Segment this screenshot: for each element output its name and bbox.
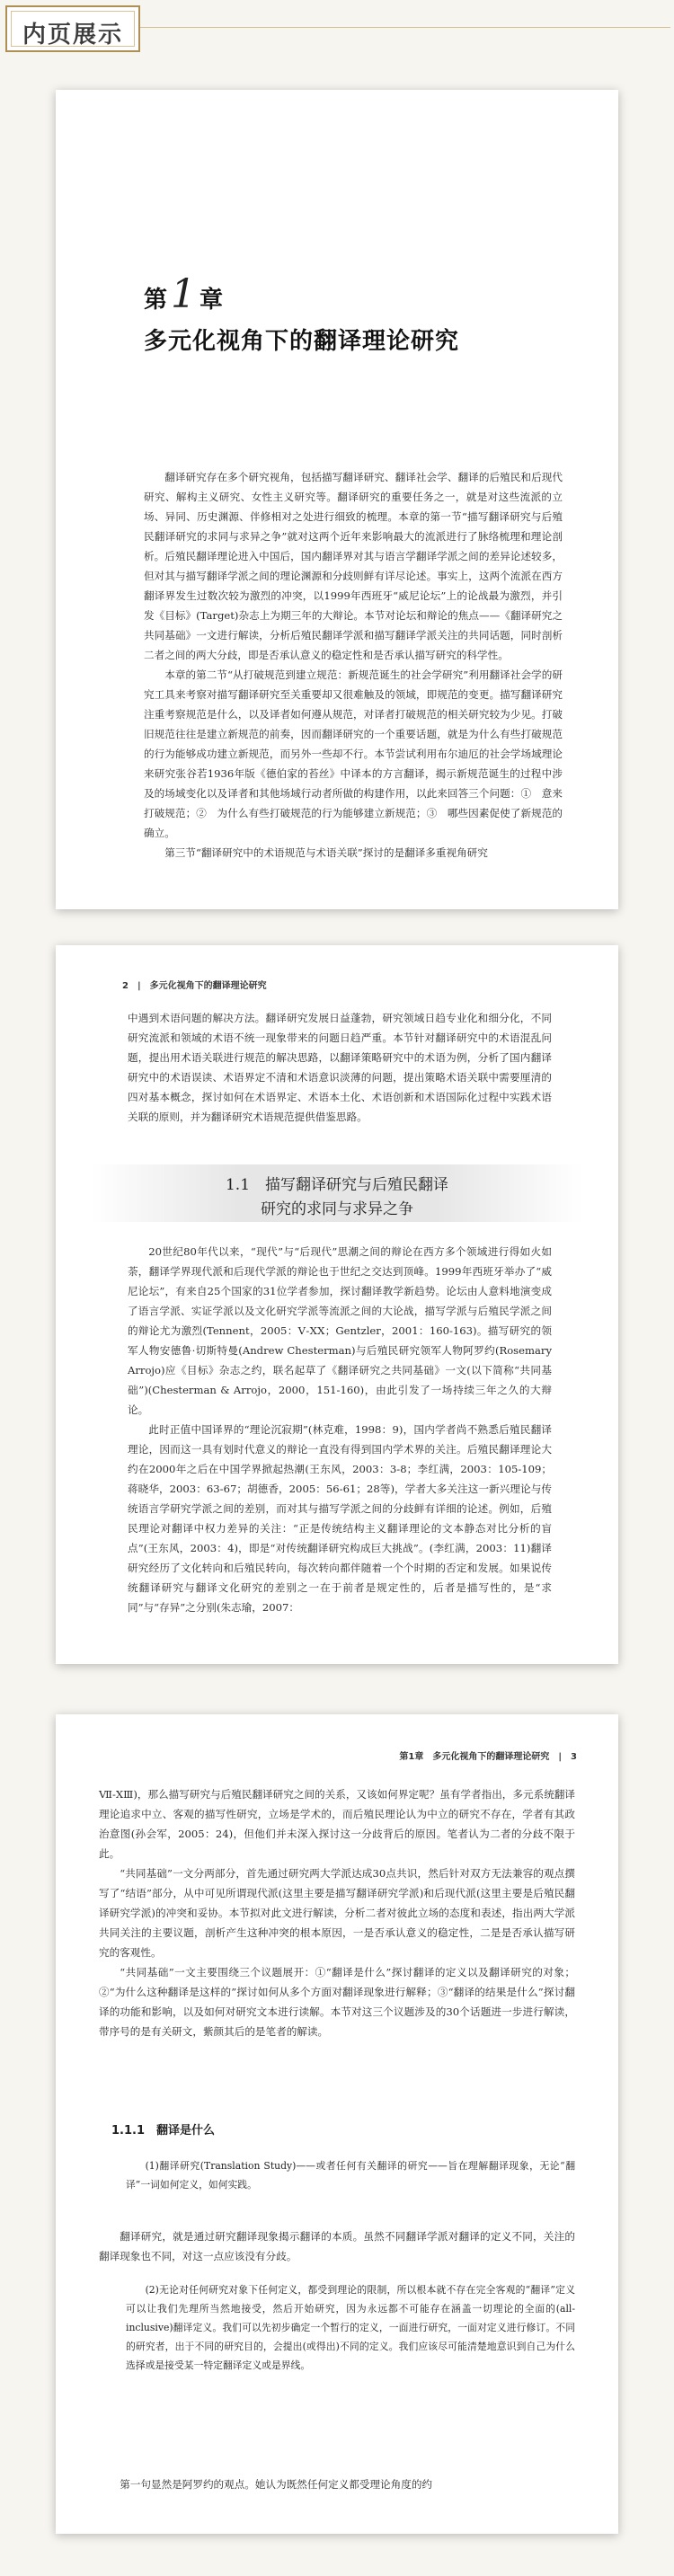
block-quote xyxy=(126,2280,575,2375)
paragraph: “共同基础”一文主要围绕三个议题展开：①“翻译是什么”探讨翻译的定义以及翻译研究的对象；②“为什么这种翻译是这样的”探讨如何从多个方面对翻译现象进行解释；③“翻译的结果是什么”探讨翻译的功能和影响，以及如何对研究文本进行读解。本节对这三个议题涉及的30个话题进一步进行解读，带序号的是有关研文，紫颜其后的是笔者的解读。 xyxy=(99,1966,575,2038)
book-page-1 xyxy=(56,90,618,909)
paragraph: “共同基础”一文分两部分，首先通过研究两大学派达成30点共识，然后针对双方无法兼容的观点撰写了“结语”部分，从中可见所谓现代派(这里主要是描写翻译研究学派)和后现代派(这里主要是后殖民翻译研究学派)的冲突和妥协。本节拟对此文进行解读，分析二者对彼此立场的态度和表述，指出两大学派共同关注的主要议题，剖析产生这种冲突的根本原因，一是否承认意义的稳定性，二是是否承认描写研究的客观性。 xyxy=(99,1867,575,1959)
section-title-line2: 研究的求同与求异之争 xyxy=(261,1200,413,1218)
running-head: 第1章 多元化视角下的翻译理论研究 | 3 xyxy=(399,1752,577,1762)
section-number: 1.1 xyxy=(225,1176,251,1194)
subsection-title: 翻译是什么 xyxy=(156,2124,216,2138)
section-body xyxy=(128,1242,552,1617)
subsection-heading xyxy=(111,2120,215,2138)
quote-text: (1)翻译研究(Translation Study)——或者任何有关翻译的研究——旨在理解翻译现象，无论“翻译”一词如何定义，如何实践。 xyxy=(126,2160,575,2191)
section-title-line1: 描写翻译研究与后殖民翻译 xyxy=(265,1176,449,1194)
header-divider xyxy=(140,27,670,28)
paragraph: 第一句显然是阿罗约的观点。她认为既然任何定义都受理论角度的约 xyxy=(120,2478,433,2491)
commentary xyxy=(99,2226,575,2266)
paragraph: 本章的第二节“从打破规范到建立规范：新规范诞生的社会学研究”利用翻译社会学的研究工具来考察对描写翻译研究至关重要却又很难触及的领域，即规范的变更。描写翻译研究注重考察规范是什么，以及译者如何遵从规范，对译者打破规范的相关研究较为少见。打破旧规范往往是建立新规范的前奏，因而翻译研究的一个重要话题，就是为什么有些打破规范的行为能够成功建立新规范，而另外一些却不行。本节尝试利用布尔迪厄的社会学场域理论来研究张谷若1936年版《德伯家的苔丝》中译本的方言翻译，揭示新规范诞生的过程中涉及的场域变化以及译者和其他场域行动者所做的构建作用，以此来回答三个问题：① 意来打破规范；② 为什么有些打破规范的行为能够建立新规范；③ 哪些因素促使了新规范的确立。 xyxy=(144,668,563,839)
quote-text: (2)无论对任何研究对象下任何定义，都受到理论的限制，所以根本就不存在完全客观的“翻译”定义可以让我们先理所当然地接受，然后开始研究，因为永远都不可能存在涵盖一切理论的全面的(all-inclusive)翻译定义。我们可以先初步确定一个暂行的定义，一面进行研究，一面对定义进行修订。不同的研究者，出于不同的研究目的，会提出(或得出)不同的定义。我们应该尽可能清楚地意识到自己为什么选择或是接受某一特定翻译定义或是界线。 xyxy=(126,2284,575,2371)
paragraph: 20世纪80年代以来，“现代”与“后现代”思潮之间的辩论在西方多个领域进行得如火如荼，翻译学界现代派和后现代学派的辩论也于世纪之交达到顶峰。1999年西班牙举办了“威尼论坛”，有来自25个国家的31位学者参加，探讨翻译教学新趋势。论坛由人意料地演变成了语言学派、实证学派以及文化研究学派等流派之间的大论战，描写学派与后殖民学派之间的辩论尤为激烈(Tennent，2005：Ⅴ-ⅩⅩ；Gentzler，2001：160-163)。描写研究的领军人物安德鲁·切斯特曼(Andrew Chesterman)与后殖民研究领军人物阿罗约(Rosemary Arrojo)应《目标》杂志之约，联名起草了《翻译研究之共同基础》一文(以下简称“共同基础”)(Chesterman & Arrojo，2000，151-160)，由此引发了一场持续三年之久的大辩论。 xyxy=(128,1245,552,1416)
subsection-number: 1.1.1 xyxy=(111,2124,146,2138)
running-head: 2 | 多元化视角下的翻译理论研究 xyxy=(122,981,267,991)
badge-label: 内页展示 xyxy=(22,22,123,49)
book-page-3 xyxy=(56,1714,618,2534)
chapter-number: 1 xyxy=(171,271,197,317)
paragraph: 翻译研究存在多个研究视角，包括描写翻译研究、翻译社会学、翻译的后殖民和后现代研究、解构主义研究、女性主义研究等。翻译研究的重要任务之一，就是对这些流派的立场、异同、历史渊源、伴修相对之处进行细致的梳理。本章的第一节“描写翻译研究与后殖民翻译研究的求同与求异之争”就对这两个近年来影响最大的流派进行了脉络梳理和理论剖析。后殖民翻译理论进入中国后，国内翻译界对其与语言学翻译学派之间的差异论述较多，但对其与描写翻译学派之间的理论渊源和分歧则鲜有详尽论述。事实上，这两个流派在西方翻译界发生过数次较为激烈的冲突，以1999年西班牙“威尼论坛”上的论战最为激烈，并引发《目标》(Target)杂志上为期三年的大辩论。本节对论坛和辩论的焦点——《翻译研究之共同基础》一文进行解读，分析后殖民翻译学派和描写翻译学派关注的共同话题，同时剖析二者之间的两大分歧，即是否承认意义的稳定性和是否承认描写研究的科学性。 xyxy=(144,471,563,661)
paragraph: 第三节“翻译研究中的术语规范与术语关联”探讨的是翻译多重视角研究 xyxy=(164,846,488,859)
chapter-title: 多元化视角下的翻译理论研究 xyxy=(144,328,460,355)
paragraph: Ⅶ-ⅩⅢ)，那么描写研究与后殖民翻译研究之间的关系，又该如何界定呢？虽有学者指出，多元系统翻译理论追求中立、客观的描写性研究，立场是学术的，而后殖民理论认为中立的研究不存在，学者有其政治意图(孙会军，2005：24)，但他们并未深入探讨这一分歧背后的原因。笔者认为二者的分歧不限于此。 xyxy=(99,1788,575,1860)
chapter-heading xyxy=(144,271,459,356)
page3-body xyxy=(99,1784,575,2041)
continued-text xyxy=(128,1008,552,1127)
section-badge xyxy=(5,5,140,52)
section-heading xyxy=(92,1164,582,1222)
paragraph: 此时正值中国译界的“理论沉寂期”(林克难，1998：9)，国内学者尚不熟悉后殖民翻译理论，因而这一具有划时代意义的辩论一直没有得到国内学术界的关注。后殖民翻译理论大约在2000年之后在中国学界掀起热潮(王东风，2003：3-8；李红满，2003：105-109；蒋晓华，2003：63-67；胡德香，2005：56-61；28等)，学者大多关注这一新兴理论与传统语言学研究学派之间的差别，而对其与描写学派之间的分歧鲜有详细的论述。例如，后殖民理论对翻译中权力差异的关注：“正是传统结构主义翻译理论的文本静态对比分析的盲点”(王东风，2003：4)，即是“对传统翻译研究构成巨大挑战”。(李红满，2003：11)翻译研究经历了文化转向和后殖民转向，每次转向都伴随着一个个时期的否定和发展。如果说传统翻译研究与翻译文化研究的差别之一在于前者是规定性的，后者是描写性的，是“求同”与“存异”之分别(朱志瑜，2007： xyxy=(128,1423,552,1614)
block-quote xyxy=(126,2156,575,2194)
commentary xyxy=(99,2474,575,2494)
paragraph: 中遇到术语问题的解决方法。翻译研究发展日益蓬勃，研究领域日趋专业化和细分化，不同研究流派和领域的术语不统一现象带来的问题日趋严重。本节针对翻译研究中的术语混乱问题，提出用术语关联进行规范的解决思路，以翻译策略研究中的术语为例，分析了国内翻译研究中的术语误读、术语界定不清和术语意识淡薄的问题，提出策略术语关联中需要厘清的四对基本概念，探讨如何在术语界定、术语本土化、术语创新和术语国际化过程中实践术语关联的原则，并为翻译研究术语规范提供借鉴思路。 xyxy=(128,1012,552,1123)
chapter-label-post: 章 xyxy=(200,287,224,314)
chapter-intro-text xyxy=(144,467,563,863)
chapter-label-pre: 第 xyxy=(144,287,168,314)
paragraph: 翻译研究，就是通过研究翻译现象揭示翻译的本质。虽然不同翻译学派对翻译的定义不同，关注的翻译现象也不同，对这一点应该没有分歧。 xyxy=(99,2230,575,2262)
book-page-2 xyxy=(56,945,618,1664)
